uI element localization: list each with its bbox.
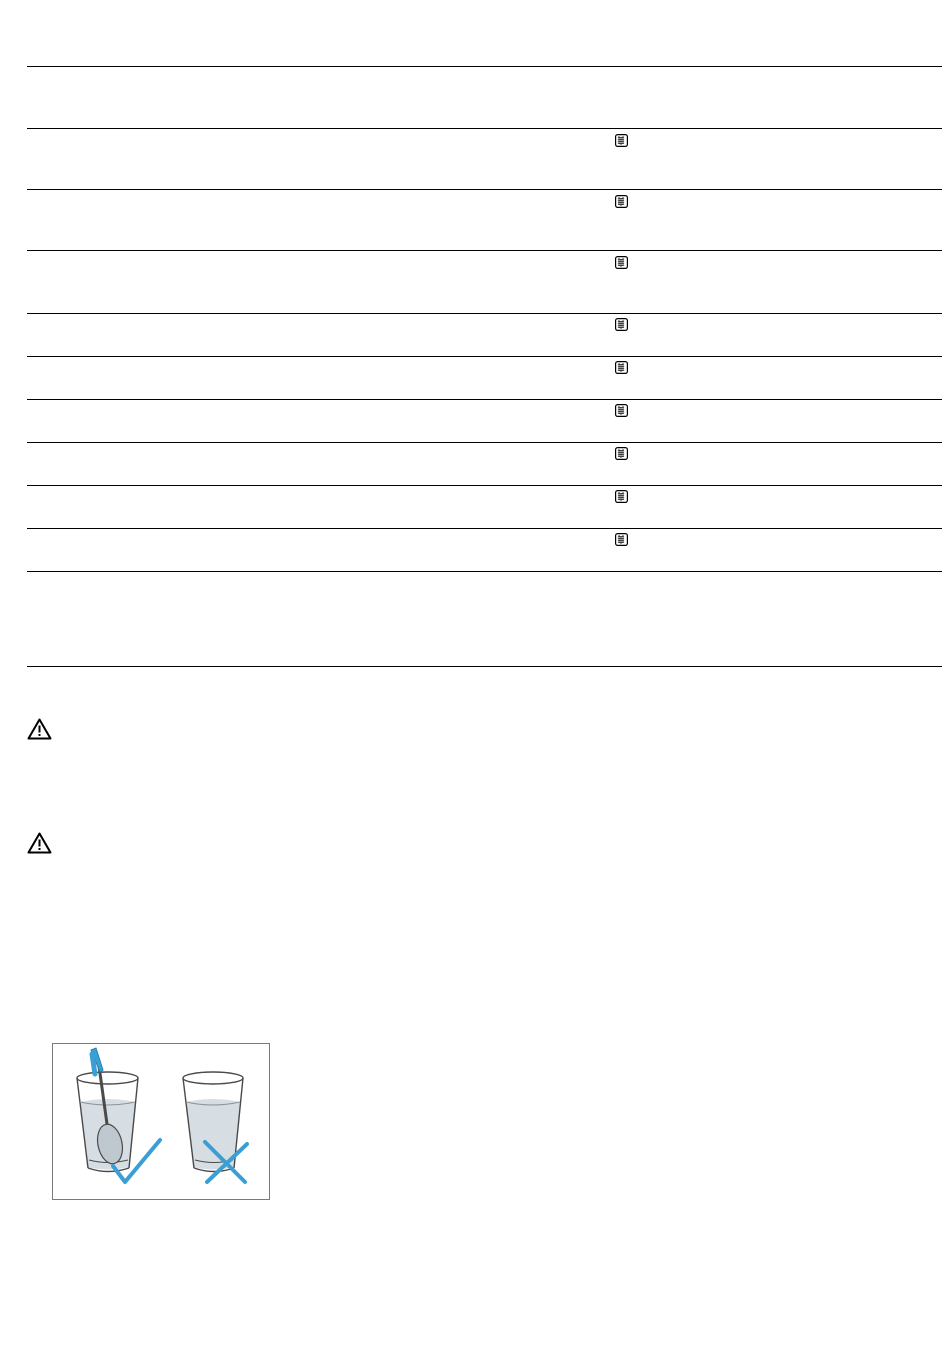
microwave-wave-icon (615, 447, 628, 460)
microwave-wave-icon (615, 533, 628, 546)
microwave-wave-icon (615, 318, 628, 331)
table-rule (27, 313, 942, 314)
glass-without-spoon-cross-icon (183, 1072, 247, 1182)
table-rule (27, 528, 942, 529)
microwave-wave-icon (615, 134, 628, 147)
microwave-wave-icon (615, 404, 628, 417)
glass-with-spoon-check-icon (77, 1048, 160, 1182)
table-rule (27, 485, 942, 486)
table-rule-bottom (27, 666, 942, 667)
table-rule-top (27, 66, 942, 67)
warning-triangle-icon (27, 718, 52, 740)
table-rule (27, 571, 942, 572)
boiling-delay-illustration (52, 1043, 270, 1200)
microwave-wave-icon (615, 361, 628, 374)
table-rule (27, 356, 942, 357)
table-rule (27, 128, 942, 129)
table-rule (27, 399, 942, 400)
table-rule (27, 250, 942, 251)
table-rule (27, 442, 942, 443)
microwave-wave-icon (615, 195, 628, 208)
microwave-wave-icon (615, 490, 628, 503)
microwave-wave-icon (615, 256, 628, 269)
table-rule (27, 189, 942, 190)
warning-triangle-icon (27, 832, 52, 854)
